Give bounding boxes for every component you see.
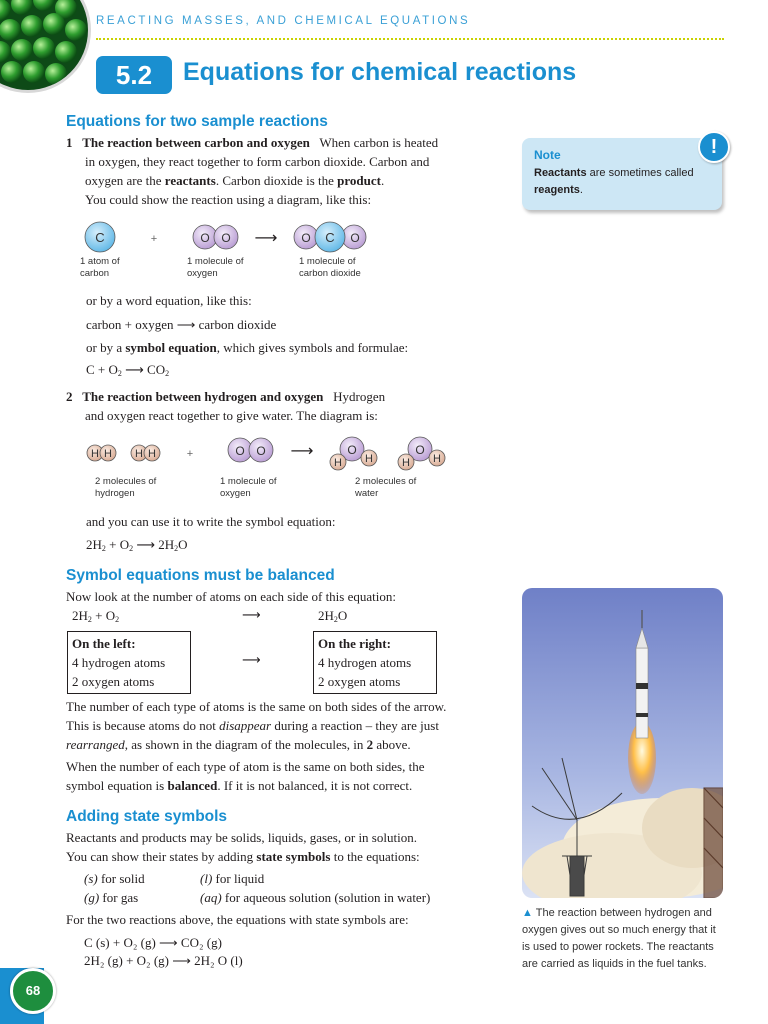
- symbol-equation-2: $2H_2 + O_2$ ⟶ $2H_2O$: [86, 537, 188, 553]
- note-title: Note: [534, 148, 561, 162]
- state-equation-2: 2H₂ (g) + O₂ (g) ⟶ 2H₂ O (l): [84, 953, 243, 968]
- word-equation-intro: or by a word equation, like this:: [86, 293, 252, 308]
- page-number: 68: [10, 968, 56, 1014]
- svg-text:O: O: [415, 443, 425, 457]
- section-number-badge: 5.2: [96, 56, 172, 94]
- balanced-intro: Now look at the number of atoms on each side of this equation:: [66, 589, 396, 604]
- heading-sample-reactions: Equations for two sample reactions: [66, 113, 328, 130]
- state-equations-intro: For the two reactions above, the equations with state symbols are:: [66, 912, 409, 927]
- item1-paragraph: [66, 133, 486, 209]
- photo-caption: ▲ The reaction between hydrogen and oxygen gives out so much energy that it is used to power rockets. The reactants are carried as liquids in the fuel tanks.: [522, 907, 716, 970]
- label-water-molecules: 2 molecules of water: [355, 476, 417, 499]
- svg-text:H: H: [365, 453, 373, 465]
- symbol-equation-1: $C + O_2$ ⟶ $CO_2$: [86, 362, 170, 378]
- state-equation-1: C (s) + O₂ (g) ⟶ CO₂ (g): [84, 935, 222, 950]
- svg-text:C: C: [325, 230, 335, 245]
- svg-text:H: H: [402, 457, 410, 469]
- state-gas: (g) for gas: [84, 890, 139, 905]
- svg-text:O: O: [221, 231, 231, 245]
- svg-text:+: +: [150, 233, 158, 245]
- item1-line2: in oxygen, they react together to form carbon dioxide. Carbon and: [85, 154, 430, 169]
- section-title: Equations for chemical reactions: [183, 58, 577, 86]
- corner-molecule-image: [0, 0, 96, 110]
- balanced-eq-right: $2H_2O$: [318, 608, 348, 624]
- svg-text:O: O: [256, 444, 266, 458]
- svg-text:H: H: [91, 448, 99, 460]
- state-solid: (s) for solid: [84, 871, 145, 886]
- triangle-icon: ▲: [522, 907, 533, 919]
- carbon-oxygen-diagram: [70, 218, 380, 258]
- item1-line3: oxygen are the reactants. Carbon dioxide is the product.: [85, 173, 385, 188]
- item1-title: The reaction between carbon and oxygen: [82, 135, 310, 150]
- svg-text:H: H: [433, 453, 441, 465]
- balanced-eq-left: $2H_2 + O_2$: [72, 608, 120, 624]
- balanced-paragraph-1: The number of each type of atoms is the same on both sides of the arrow. This is because atoms do not disappear during a reaction – they are just rearranged, as shown in the diagram of the molecules, in 2 above.: [66, 699, 447, 752]
- svg-text:H: H: [104, 448, 112, 460]
- reactants-term: reactants: [164, 173, 216, 188]
- left-atoms-box: On the left: 4 hydrogen atoms 2 oxygen atoms: [67, 631, 191, 694]
- svg-text:⟶: ⟶: [254, 228, 278, 247]
- heading-state-symbols: Adding state symbols: [66, 808, 228, 825]
- svg-text:H: H: [148, 448, 156, 460]
- note-box: [522, 138, 722, 210]
- state-aqueous: (aq) for aqueous solution (solution in water): [200, 890, 431, 905]
- label-hydrogen-molecules: 2 molecules of hydrogen: [95, 476, 157, 499]
- svg-text:O: O: [350, 231, 360, 245]
- item2-paragraph: 2 The reaction between hydrogen and oxygen Hydrogen and oxygen react together to give water. The diagram is:: [66, 389, 386, 423]
- label-oxygen-molecule: 1 molecule of oxygen: [187, 256, 244, 279]
- state-liquid: (l) for liquid: [200, 871, 265, 886]
- product-term: product: [337, 173, 381, 188]
- rocket-launch-photo: [522, 588, 723, 898]
- balanced-eq-arrow: ⟶: [242, 608, 261, 623]
- state-symbols-intro: Reactants and products may be solids, liquids, gases, or in solution. You can show their states by adding state symbols to the equations:: [66, 830, 420, 864]
- svg-text:⟶: ⟶: [290, 441, 314, 460]
- svg-text:O: O: [347, 443, 357, 457]
- label-carbon-atom: 1 atom of carbon: [80, 256, 120, 279]
- note-text: Reactants are sometimes called reagents.: [534, 167, 694, 196]
- svg-text:C: C: [95, 230, 105, 245]
- svg-text:O: O: [200, 231, 210, 245]
- equation2-intro: and you can use it to write the symbol equation:: [86, 514, 336, 529]
- symbol-equation-intro: or by a symbol equation, which gives symbols and formulae:: [86, 340, 409, 355]
- svg-text:+: +: [186, 448, 194, 460]
- svg-text:O: O: [301, 231, 311, 245]
- label-oxygen-molecule-2: 1 molecule of oxygen: [220, 476, 277, 499]
- heading-balanced: Symbol equations must be balanced: [66, 567, 335, 584]
- hydrogen-oxygen-diagram: [80, 432, 450, 474]
- chapter-title: REACTING MASSES, AND CHEMICAL EQUATIONS: [96, 15, 471, 27]
- item1-number: 1: [66, 135, 73, 150]
- right-atoms-box: On the right: 4 hydrogen atoms 2 oxygen atoms: [313, 631, 437, 694]
- item1-text: When carbon is heated: [319, 135, 439, 150]
- svg-text:H: H: [334, 457, 342, 469]
- exclamation-icon: !: [698, 131, 730, 163]
- word-equation: carbon + oxygen ⟶ carbon dioxide: [86, 317, 277, 332]
- item1-line4: You could show the reaction using a diagram, like this:: [85, 192, 372, 207]
- table-arrow: ⟶: [242, 653, 261, 668]
- label-co2-molecule: 1 molecule of carbon dioxide: [299, 256, 361, 279]
- svg-text:H: H: [135, 448, 143, 460]
- header-divider: [96, 38, 724, 40]
- balanced-paragraph-2: When the number of each type of atom is the same on both sides, the symbol equation is balanced. If it is not balanced, it is not correct.: [66, 759, 425, 793]
- svg-text:O: O: [235, 444, 245, 458]
